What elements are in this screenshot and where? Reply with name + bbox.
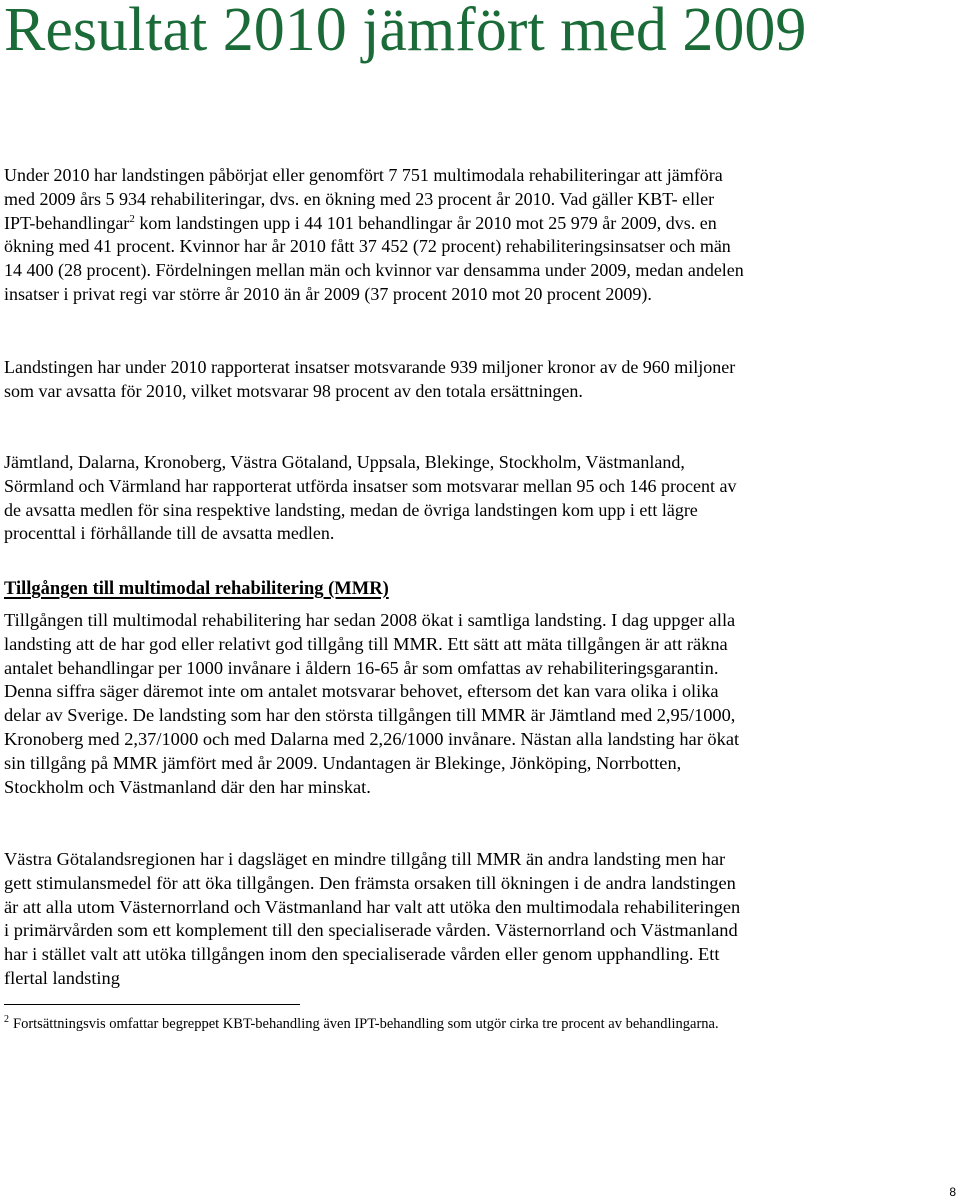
footnote-reference[interactable]: 2 [129, 212, 135, 225]
paragraph-county-reports: Jämtland, Dalarna, Kronoberg, Västra Götaland, Uppsala, Blekinge, Stockholm, Västmanland, Sörmland och Värmland har rapporterat utförda insatser som motsvarar mellan 95 och 146 procent av de avsatta medlen för sina respektive landsting, medan de övriga landstingen kom upp i ett lägre procenttal i förhållande till de avsatta medlen. [4, 452, 737, 544]
section-heading: Tillgången till multimodal rehabilitering (MMR) [4, 579, 389, 599]
footnote-divider [4, 1004, 300, 1005]
page-title: Resultat 2010 jämfört med 2009 [4, 0, 807, 64]
paragraph-vastra-gotaland: Västra Götalandsregionen har i dagsläget en mindre tillgång till MMR än andra landsting men har gett stimulansmedel för att öka tillgången. Den främsta orsaken till ökningen i de andra landstingen är att alla utom Västernorrland och Västmanland har valt att utöka den multimodala rehabiliteringen i primärvården som ett komplement till den specialiserade vården. Västernorrland och Västmanland har i stället valt att utöka tillgången inom den specialiserade vården eller genom upphandling. Ett flertal landsting [4, 849, 741, 988]
page-number: 8 [949, 1185, 956, 1199]
paragraph-funding: Landstingen har under 2010 rapporterat insatser motsvarande 939 miljoner kronor av de 960 miljoner som var avsatta för 2010, vilket motsvarar 98 procent av den totala ersättningen. [4, 357, 736, 401]
footnote-marker: 2 [4, 1014, 9, 1025]
paragraph-text: Under 2010 har landstingen påbörjat eller genomfört 7 751 multimodala rehabiliteringar att jämföra med 2009 års 5 934 rehabiliteringar, dvs. en ökning med 23 procent år 2010. Vad gäller KBT- eller IPT-behandlingar [4, 165, 723, 233]
paragraph-access: Tillgången till multimodal rehabilitering har sedan 2008 ökat i samtliga landsting. I dag uppger alla landsting att de har god eller relativt god tillgång till MMR. Ett sätt att mäta tillgången är att räkna antalet behandlingar per 1000 invånare i åldern 16-65 år som omfattas av rehabiliteringsgarantin. Denna siffra säger däremot inte om antalet motsvarar behovet, eftersom det kan vara olika i olika delar av Sverige. De landsting som har den största tillgången till MMR är Jämtland med 2,95/1000, Kronoberg med 2,37/1000 och med Dalarna med 2,26/1000 invånare. Nästan alla landsting har ökat sin tillgång på MMR jämfört med år 2009. Undantagen är Blekinge, Jönköping, Norrbotten, Stockholm och Västmanland där den har minskat. [4, 610, 740, 797]
footnote [4, 1014, 734, 1035]
paragraph-results-summary [4, 164, 744, 307]
footnote-text: Fortsättningsvis omfattar begreppet KBT-behandling även IPT-behandling som utgör cirka tre procent av behandlingarna. [13, 1016, 719, 1032]
paragraph-text: kom landstingen upp i 44 101 behandlingar år 2010 mot 25 979 år 2009, dvs. en ökning med 41 procent. Kvinnor har år 2010 fått 37 452 (72 procent) rehabiliteringsinsatser och män 14 400 (28 procent). Fördelningen mellan män och kvinnor var densamma under 2009, medan andelen insatser i privat regi var större år 2010 än år 2009 (37 procent 2010 mot 20 procent 2009). [4, 212, 744, 304]
